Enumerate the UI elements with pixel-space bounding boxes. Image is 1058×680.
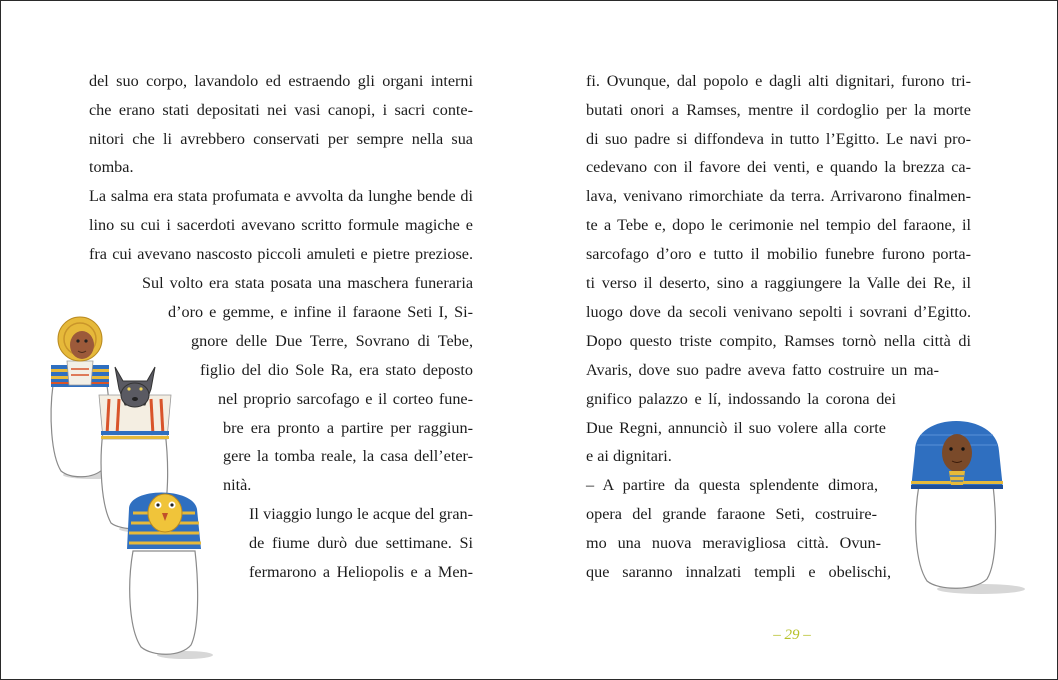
text-line: figlio del dio Sole Ra, era stato deposto bbox=[200, 361, 473, 379]
text-line: fermarono a Heliopolis e a Men- bbox=[249, 563, 473, 581]
text-line: lino su cui i sacerdoti avevano scritto formule magiche e bbox=[89, 216, 473, 234]
text-line: luogo dove da secoli venivano sepolti i sovrani d’Egitto. bbox=[586, 303, 971, 321]
text-line: Sul volto era stata posata una maschera funeraria bbox=[142, 274, 473, 292]
text-line: e ai dignitari. bbox=[586, 447, 672, 465]
text-line: te a Tebe e, dopo le cerimonie nel tempio del faraone, il bbox=[586, 216, 971, 234]
text-line: che erano stati depositati nei vasi canopi, i sacri conte- bbox=[89, 101, 473, 119]
text-line: Dopo questo triste compito, Ramses tornò nella città di bbox=[586, 332, 971, 350]
text-line: – A partire da questa splendente dimora, bbox=[586, 476, 878, 494]
text-line: ti verso il deserto, sino a raggiungere la Valle dei Re, il bbox=[586, 274, 971, 292]
text-line: cedevano con il favore dei venti, e quando la brezza ca- bbox=[586, 158, 971, 176]
text-line: mo una nuova meravigliosa città. Ovun- bbox=[586, 534, 881, 552]
text-line: gnifico palazzo e lí, indossando la corona dei bbox=[586, 390, 896, 408]
text-line: sarcofago d’oro e tutto il mobilio funebre furono porta- bbox=[586, 245, 971, 263]
text-line: Avaris, dove suo padre aveva fatto costruire un ma- bbox=[586, 361, 939, 379]
text-line: que saranno innalzati templi e obelischi, bbox=[586, 563, 891, 581]
page-number: – 29 – bbox=[773, 627, 811, 643]
text-line: de fiume durò due settimane. Si bbox=[249, 534, 473, 552]
text-line: La salma era stata profumata e avvolta da lunghe bende di bbox=[89, 187, 473, 205]
text-line: opera del grande faraone Seti, costruire- bbox=[586, 505, 877, 523]
text-line: gnore delle Due Terre, Sovrano di Tebe, bbox=[191, 332, 473, 350]
text-line: tomba. bbox=[89, 158, 134, 176]
text-line: butati onori a Ramses, mentre il cordoglio per la morte bbox=[586, 101, 971, 119]
text-line: d’oro e gemme, e infine il faraone Seti I, Si- bbox=[168, 303, 473, 321]
human-head-canopic-jar-icon bbox=[907, 411, 1031, 597]
text-line: del suo corpo, lavandolo ed estraendo gli organi interni bbox=[89, 72, 473, 90]
text-line: nitori che li avrebbero conservati per sempre nella sua bbox=[89, 130, 473, 148]
text-line: gere la tomba reale, la casa dell’eter- bbox=[223, 447, 473, 465]
text-line: di suo padre si diffondeva in tutto l’Egitto. Le navi pro- bbox=[586, 130, 971, 148]
text-line: lava, venivano rimorchiate da terra. Arrivarono finalmen- bbox=[586, 187, 971, 205]
text-line: nel proprio sarcofago e il corteo fune- bbox=[218, 390, 473, 408]
text-line: Il viaggio lungo le acque del gran- bbox=[249, 505, 473, 523]
text-line: Due Regni, annunciò il suo volere alla corte bbox=[586, 419, 886, 437]
text-line: fra cui avevano nascosto piccoli amuleti e pietre preziose. bbox=[89, 245, 473, 263]
text-line: bre era pronto a partire per raggiun- bbox=[223, 419, 473, 437]
text-line: fi. Ovunque, dal popolo e dagli alti dignitari, furono tri- bbox=[586, 72, 971, 90]
falcon-head-canopic-jar-icon bbox=[121, 479, 209, 661]
text-line: nità. bbox=[223, 476, 252, 494]
